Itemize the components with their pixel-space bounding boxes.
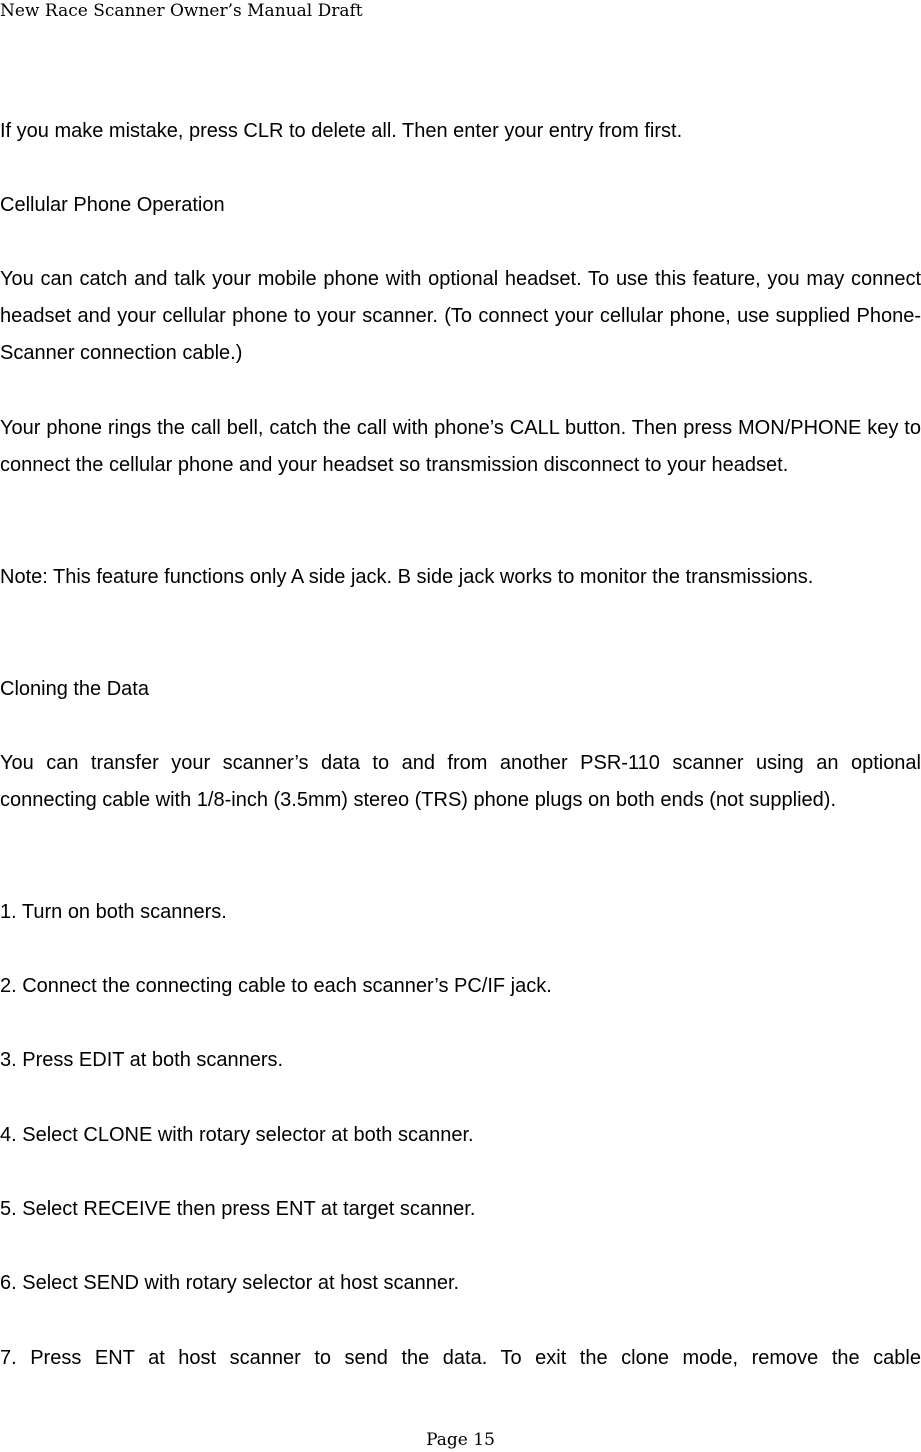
paragraph-note: Note: This feature functions only A side jack. B side jack works to monitor the transmissions. — [0, 566, 814, 588]
paragraph-mistake: If you make mistake, press CLR to delete all. Then enter your entry from first. — [0, 120, 683, 142]
heading-cellular-phone-operation: Cellular Phone Operation — [0, 194, 225, 216]
paragraph-cellular-intro: You can catch and talk your mobile phone with optional headset. To use this feature, you may connect headset and your cellular phone to your scanner. (To connect your cellular phone, use supplied Phone-Scanner connection cable.) — [0, 268, 921, 364]
step-3: 3. Press EDIT at both scanners. — [0, 1049, 284, 1071]
step-6: 6. Select SEND with rotary selector at host scanner. — [0, 1272, 460, 1294]
paragraph-cellular-call: Your phone rings the call bell, catch the call with phone’s CALL button. Then press MON/PHONE key to connect the cellular phone and your headset so transmission disconnect to your headset. — [0, 417, 921, 476]
step-1: 1. Turn on both scanners. — [0, 901, 227, 923]
step-5: 5. Select RECEIVE then press ENT at target scanner. — [0, 1198, 476, 1220]
step-4: 4. Select CLONE with rotary selector at both scanner. — [0, 1124, 474, 1146]
running-header: New Race Scanner Owner’s Manual Draft — [0, 1, 363, 21]
page-number: Page 15 — [426, 1430, 495, 1450]
step-7: 7. Press ENT at host scanner to send the data. To exit the clone mode, remove the cable — [0, 1347, 921, 1369]
paragraph-cloning-intro: You can transfer your scanner’s data to and from another PSR-110 scanner using an optional connecting cable with 1/8-inch (3.5mm) stereo (TRS) phone plugs on both ends (not supplied). — [0, 752, 921, 811]
step-2: 2. Connect the connecting cable to each scanner’s PC/IF jack. — [0, 975, 552, 997]
heading-cloning-the-data: Cloning the Data — [0, 678, 149, 700]
